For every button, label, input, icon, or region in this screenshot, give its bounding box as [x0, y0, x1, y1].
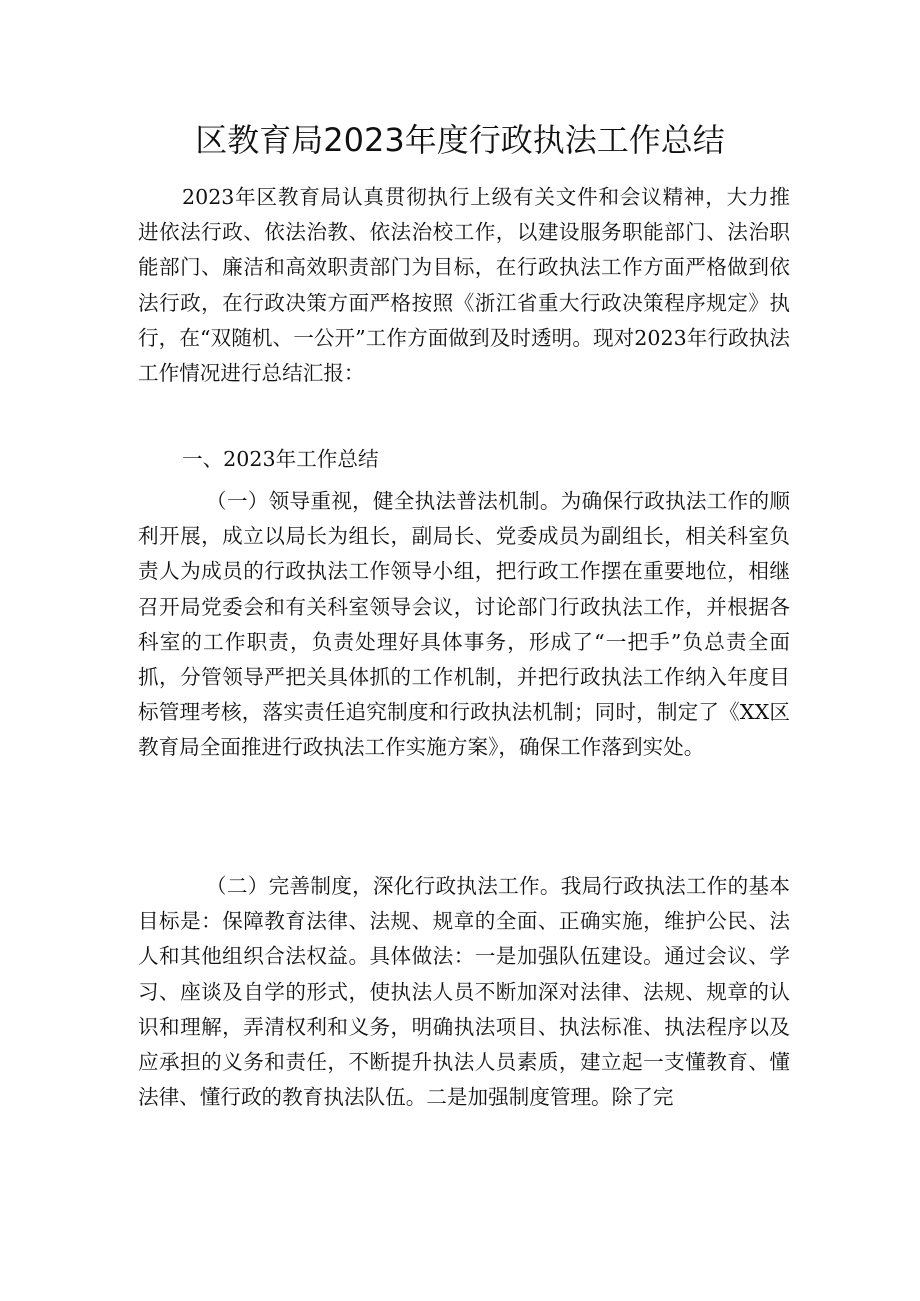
paragraph-system-improvement: （二）完善制度，深化行政执法工作。我局行政执法工作的基本目标是：保障教育法律、法规、规章的全面、正确实施，维护公民、法人和其他组织合法权益。具体做法：一是加强队伍建设。通过会议、学习、座谈及自学的形式，使执法人员不断加深对法律、法规、规章的认识和理解，弄清权利和义务，明确执法项目、执法标准、执法程序以及应承担的义务和责任，不断提升执法人员素质，建立起一支懂教育、懂法律、懂行政的教育执法队伍。二是加强制度管理。除了完: [138, 874, 790, 1110]
paragraph-leadership: （一）领导重视，健全执法普法机制。为确保行政执法工作的顺利开展，成立以局长为组长，副局长、党委成员为副组长，相关科室负责人为成员的行政执法工作领导小组，把行政工作摆在重要地位，相继召开局党委会和有关科室领导会议，讨论部门行政执法工作，并根据各科室的工作职责，负责处理好具体事务，形成了“一把手”负总责全面抓，分管领导严把关具体抓的工作机制，并把行政执法工作纳入年度目标管理考核，落实责任追究制度和行政执法机制；同时，制定了《XX区教育局全面推进行政执法工作实施方案》，确保工作落到实处。: [138, 489, 790, 760]
section-heading: 一、2023年工作总结: [182, 447, 379, 471]
document-title: 区教育局2023年度行政执法工作总结: [195, 121, 725, 159]
intro-paragraph: 2023年区教育局认真贯彻执行上级有关文件和会议精神，大力推进依法行政、依法治教、依法治校工作，以建设服务职能部门、法治职能部门、廉洁和高效职责部门为目标，在行政执法工作方面严格做到依法行政，在行政决策方面严格按照《浙江省重大行政决策程序规定》执行，在“双随机、一公开”工作方面做到及时透明。现对2023年行政执法工作情况进行总结汇报：: [138, 185, 790, 386]
